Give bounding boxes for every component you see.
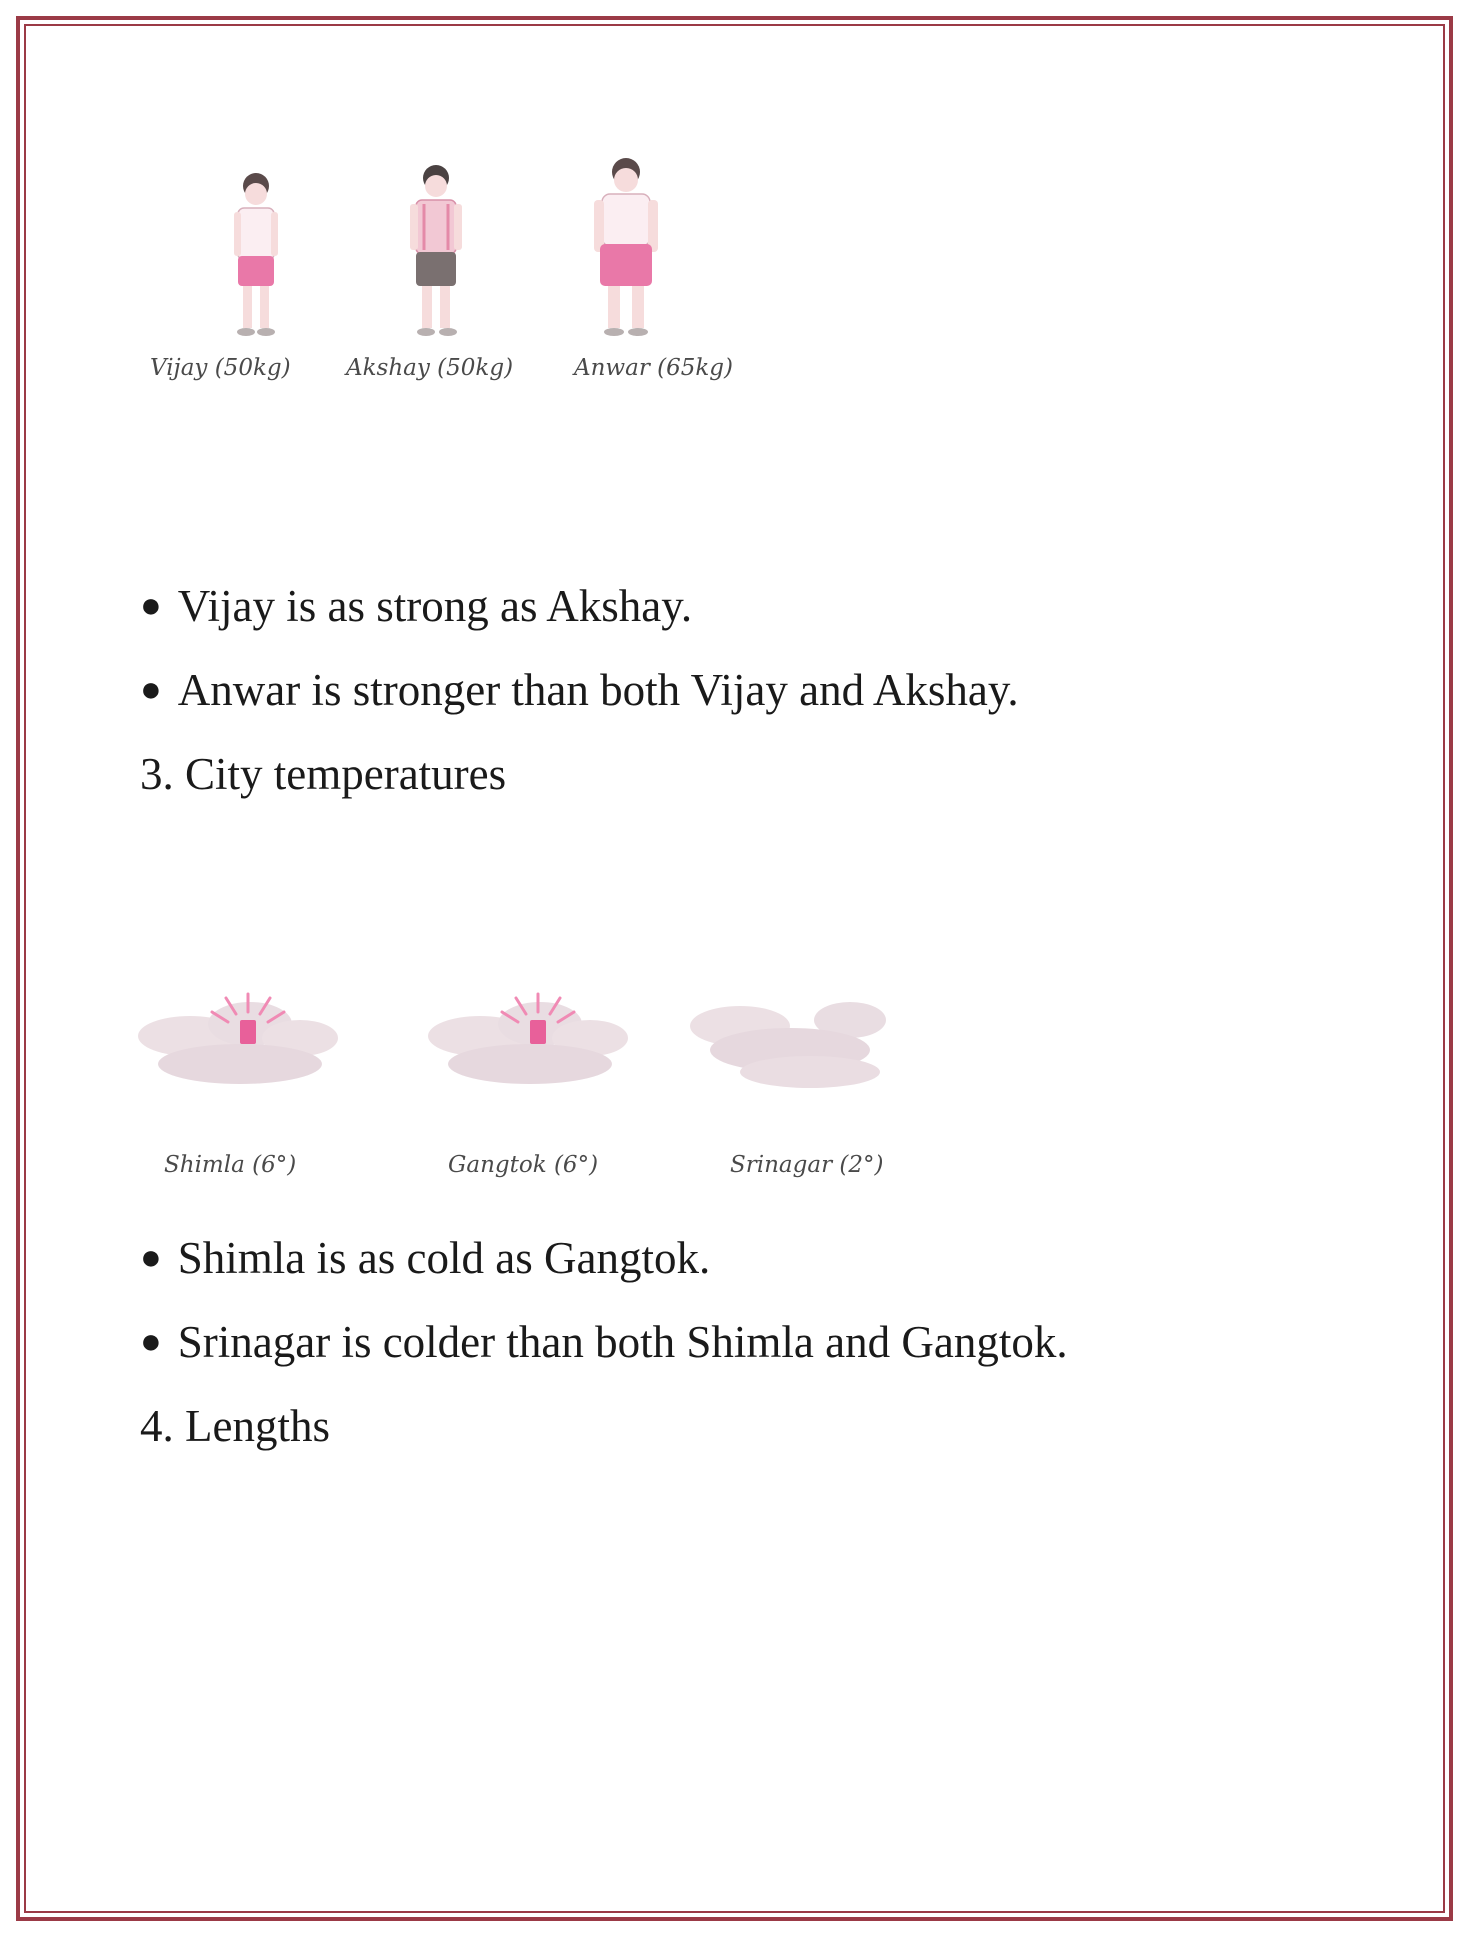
boys-illustration	[130, 150, 770, 360]
bullet-icon: ●	[140, 669, 162, 709]
caption-akshay: Akshay (50kg)	[346, 355, 514, 381]
caption-vijay: Vijay (50kg)	[150, 355, 291, 381]
statement-vijay-akshay: ● Vijay is as strong as Akshay.	[140, 581, 693, 631]
cities-illustration	[130, 980, 910, 1110]
caption-shimla: Shimla (6°)	[164, 1152, 297, 1178]
bullet-icon: ●	[140, 1321, 162, 1361]
statement-shimla-gangtok: ● Shimla is as cold as Gangtok.	[140, 1233, 711, 1283]
caption-anwar: Anwar (65kg)	[574, 355, 734, 381]
caption-srinagar: Srinagar (2°)	[730, 1152, 884, 1178]
caption-gangtok: Gangtok (6°)	[448, 1152, 599, 1178]
boy-anwar-figure	[594, 158, 658, 336]
boy-vijay-figure	[234, 173, 278, 336]
cloud-gangtok-icon	[428, 994, 628, 1084]
heading-city-temperatures: 3. City temperatures	[140, 749, 507, 799]
bullet-icon: ●	[140, 1237, 162, 1277]
cloud-shimla-icon	[138, 994, 338, 1084]
bullet-icon: ●	[140, 585, 162, 625]
statement-anwar-stronger: ● Anwar is stronger than both Vijay and Akshay.	[140, 665, 1019, 715]
heading-lengths: 4. Lengths	[140, 1401, 330, 1451]
boy-akshay-figure	[410, 165, 462, 336]
statement-srinagar-colder: ● Srinagar is colder than both Shimla and Gangtok.	[140, 1317, 1068, 1367]
cloud-srinagar-icon	[690, 1002, 886, 1088]
